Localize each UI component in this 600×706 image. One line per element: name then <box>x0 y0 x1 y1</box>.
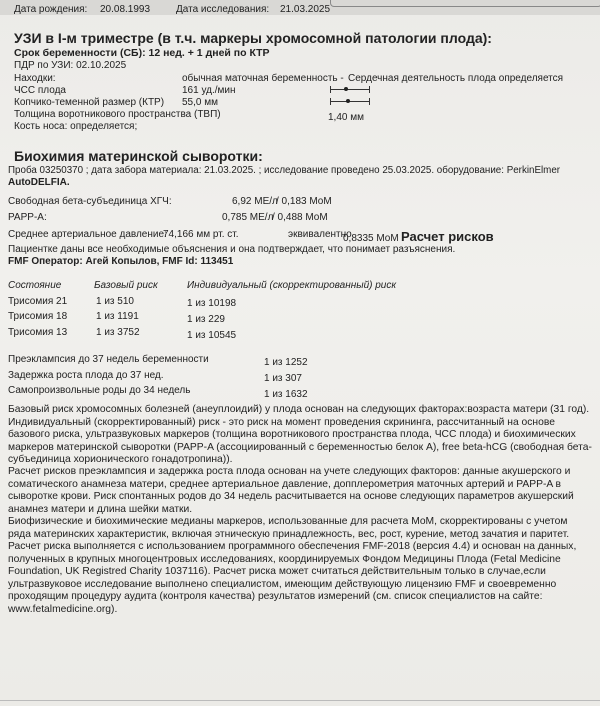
edd: ПДР по УЗИ: 02.10.2025 <box>14 60 127 71</box>
pappa-mom: / 0,488 МоМ <box>272 212 328 223</box>
table-row-base: 1 из 1191 <box>96 311 139 322</box>
crl-label: Копчико-теменной размер (КТР) <box>14 97 165 108</box>
exam-date-value: 21.03.2025 <box>280 4 331 15</box>
fhr-range-bar <box>330 89 370 90</box>
paragraph-mom-medians: Биофизические и биохимические медианы маркеров, использованные для расчета MoM, скорректированы с учетом ряда материнских характеристик, включая этническую принадлежность, вес, рост, курение, метод зачатия и паритет. <box>8 516 570 540</box>
birth-date-label: Дата рождения: <box>14 4 88 15</box>
fhr-range-marker <box>344 87 348 91</box>
table-row-individual: 1 из 10198 <box>187 298 237 309</box>
preterm-value: 1 из 1632 <box>264 389 308 400</box>
nasal-bone: Кость носа: определяется; <box>14 121 138 132</box>
fmf-operator: FMF Оператор: Агей Копылов, FMF Id: 113451 <box>8 256 234 267</box>
ultrasound-title: УЗИ в I-м триместре (в т.ч. маркеры хромосомной патологии плода): <box>14 30 492 46</box>
fgr-label: Задержка роста плода до 37 нед. <box>8 370 164 381</box>
preeclampsia-label: Преэклампсия до 37 недель беременности <box>8 354 209 365</box>
table-row-condition: Трисомия 13 <box>8 327 68 338</box>
fhr-value: 161 уд./мин <box>182 85 236 96</box>
crl-range-tick-end <box>369 98 370 105</box>
nt-value: 1,40 мм <box>328 112 364 123</box>
findings-value: обычная маточная беременность - <box>182 73 344 84</box>
hcg-label: Свободная бета-субъединица ХГЧ: <box>8 196 172 207</box>
crl-range-bar <box>330 101 370 102</box>
table-row-individual: 1 из 229 <box>187 314 225 325</box>
crl-range-marker <box>346 99 350 103</box>
paragraph-preeclampsia-method: Расчет рисков преэклампсия и задержка роста плода основан на учете следующих факторов: данные акушерского и соматического анамнеза матери, среднее артериальное давление, допплерометрия маточных артерий и PAPP-A в сыворотке крови. Риск спонтанных родов до 34 недель расчитывается на основе следующих параметров акушерский анамнез матери и длина шейки матки. <box>8 466 574 515</box>
birth-date-value: 20.08.1993 <box>100 4 151 15</box>
biochem-title: Биохимия материнской сыворотки: <box>14 148 263 164</box>
table-row-base: 1 из 510 <box>96 296 134 307</box>
fhr-range-tick-end <box>369 86 370 93</box>
header-tab-shape <box>330 0 600 7</box>
table-row-base: 1 из 3752 <box>96 327 140 338</box>
pappa-value: 0,785 МЕ/л <box>222 212 274 223</box>
preeclampsia-value: 1 из 1252 <box>264 357 308 368</box>
paragraph-software: Расчет риска выполняется с использованием программного обеспечения FMF-2018 (версия 4.4) и основан на данных, полученных в крупных многоцентровых исследованиях, координируемых Фондом Медицины Плода (Fetal Medicine Foundation, UK Registred Charity 1037116). Расчет риска может считаться действительным только в случае,если ультразвуковое исследование выполнено специалистом, имеющим действующую лицензию FMF и своевременно проходящим процедуру аудита (контроля качества) результатов измерений (см. список специалистов на сайте: www.fetalmedicine.org). <box>8 541 577 615</box>
map-equiv: эквивалентно <box>288 229 352 240</box>
table-row-individual: 1 из 10545 <box>187 330 237 341</box>
crl-value: 55,0 мм <box>182 97 218 108</box>
paragraph-base-risk: Базовый риск хромосомных болезней (анеуплоидий) у плода основан на следующих факторах:возраста матери (31 год). Индивидуальный (скорректированный) риск - это риск на момент проведения скрининга, рассчитанный на основе базового риска, ультразвуковых маркеров (толщина воротникового пространства плода, ЧСС плода) и биохимических маркеров материнской сыворотки (PAPP-A (ассоциированный с беременностью белок A), free beta-hCG (свободная бета-субъединица хорионического гонадотропина)). <box>8 404 592 465</box>
fhr-range-tick-start <box>330 86 331 93</box>
risk-table-header-individual: Индивидуальный (скорректированный) риск <box>187 280 397 291</box>
sample-line-1: Проба 03250370 ; дата забора материала: 21.03.2025. ; исследование проведено 25.03.2025. оборудование: PerkinElmer <box>8 165 561 176</box>
preterm-label: Самопроизвольные роды до 34 недель <box>8 385 191 396</box>
hcg-value: 6,92 МЕ/л <box>232 196 278 207</box>
risk-calc-title: Расчет рисков <box>401 229 494 244</box>
bottom-divider <box>0 700 600 701</box>
crl-range-tick-start <box>330 98 331 105</box>
pappa-label: PAPP-A: <box>8 212 47 223</box>
map-value: 74,166 мм рт. ст. <box>163 229 239 240</box>
table-row-condition: Трисомия 21 <box>8 296 68 307</box>
table-row-condition: Трисомия 18 <box>8 311 68 322</box>
heart-activity-note: Сердечная деятельность плода определяется <box>348 73 564 84</box>
consent-note: Пациентке даны все необходимые объяснения и она подтверждает, что понимает разъяснения. <box>8 244 456 255</box>
exam-date-label: Дата исследования: <box>176 4 270 15</box>
hcg-mom: / 0,183 МоМ <box>276 196 332 207</box>
risk-table-header-base: Базовый риск <box>94 280 158 291</box>
map-label: Среднее артериальное давление: <box>8 229 167 240</box>
nt-label: Толщина воротникового пространства (ТВП) <box>14 109 221 120</box>
fhr-label: ЧСС плода <box>14 85 66 96</box>
map-mom: 0,8335 МоМ <box>343 233 399 244</box>
sample-line-2: AutoDELFIA. <box>8 177 70 188</box>
fgr-value: 1 из 307 <box>264 373 302 384</box>
gestation-age: Срок беременности (СБ): 12 нед. + 1 дней по КТР <box>14 47 270 59</box>
risk-table-header-condition: Состояние <box>8 280 62 291</box>
findings-label: Находки: <box>14 73 56 84</box>
